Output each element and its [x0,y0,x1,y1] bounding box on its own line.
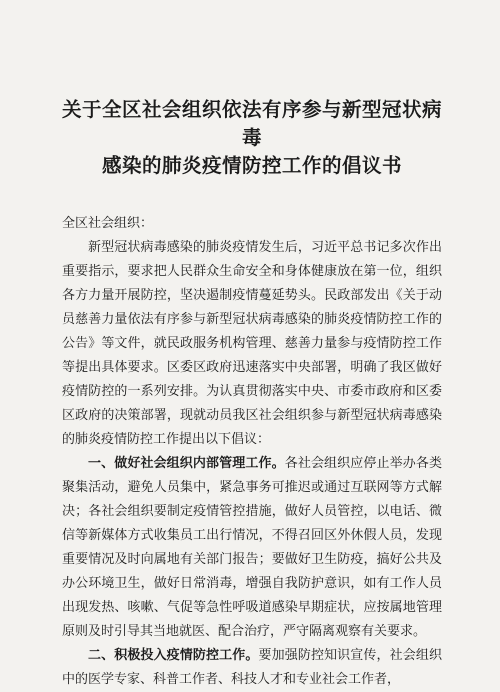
section-2-body: 要加强防控知识宣传，社会组织中的医学专家、科普工作者、科技人才和专业社会工作者， [62,648,442,687]
section-2-heading: 二、积极投入疫情防控工作。 [88,648,259,663]
title-line-1: 关于全区社会组织依法有序参与新型冠状病毒 [62,98,443,149]
section-1-paragraph [62,452,442,644]
document-body [62,236,442,692]
intro-paragraph: 新型冠状病毒感染的肺炎疫情发生后，习近平总书记多次作出重要指示，要求把人民群众生命安全和身体健康放在第一位，组织各方力量开展防控，坚决遏制疫情蔓延势头。民政部发出《关于动员慈善力量依法有序参与新型冠状病毒感染的肺炎疫情防控工作的公告》等文件，就民政服务机构管理、慈善力量参与疫情防控工作等提出具体要求。区委区政府迅速落实中央部署，明确了我区做好疫情防控的一系列安排。为认真贯彻落实中央、市委市政府和区委区政府的决策部署，现就动员我区社会组织参与新型冠状病毒感染的肺炎疫情防控工作提出以下倡议： [62,240,442,447]
document-title [62,96,442,180]
section-1-body: 各社会组织应停止举办各类聚集活动，避免人员集中，紧急事务可推迟或通过互联网等方式解决；各社会组织要制定疫情管控措施，做好人员管控，以电话、微信等新媒体方式收集员工出行情况，不得召回区外休假人员，发现重要情况及时向属地有关部门报告；要做好卫生防疫，搞好公共及办公环境卫生，做好日常消毒，增强自我防护意识，如有工作人员出现发热、咳嗽、气促等急性呼吸道感染早期症状，应按属地管理原则及时引导其当地就医、配合治疗，严守隔离观察有关要求。 [62,456,442,639]
section-1-heading: 一、做好社会组织内部管理工作。 [88,456,285,471]
salutation: 全区社会组织： [62,216,154,231]
section-2-paragraph [62,644,442,692]
title-line-2: 感染的肺炎疫情防控工作的倡议书 [101,154,402,177]
